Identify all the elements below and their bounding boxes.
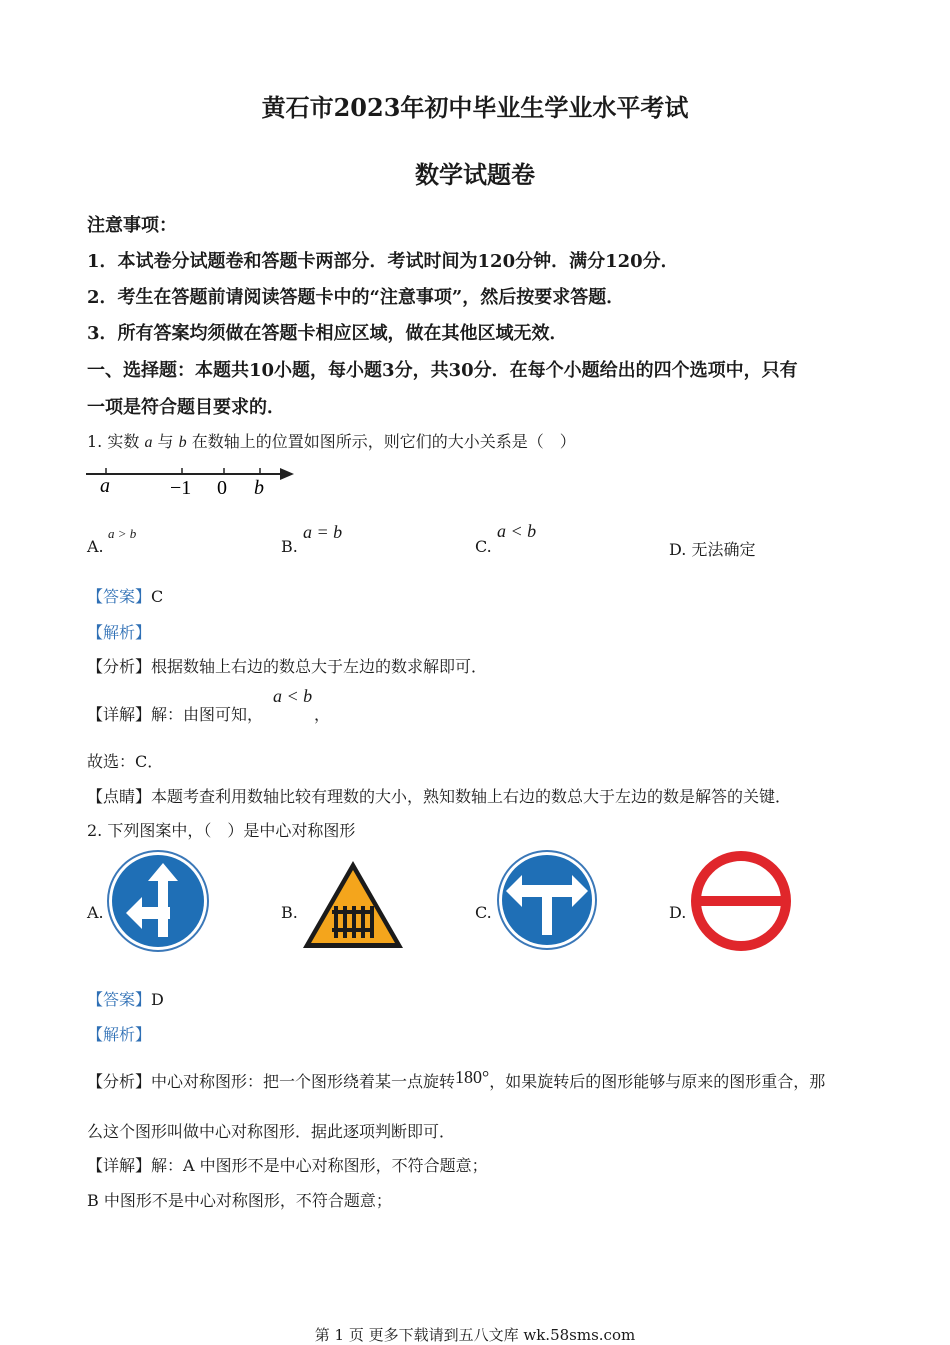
q1-option-c-math: a < b [497, 521, 537, 541]
q2-option-d-label: D. [669, 903, 687, 922]
q1-option-b-label: B. [281, 537, 298, 556]
q1-dianjing: 【点睛】本题考查利用数轴比较有理数的大小，熟知数轴上右边的数总大于左边的数是解答的关键． [87, 787, 792, 806]
q2-xiangjie: 【详解】解：A 中图形不是中心对称图形，不符合题意； [87, 1156, 488, 1175]
number-line-label-0: 0 [217, 477, 227, 499]
q2-option-b-label: B. [281, 903, 298, 922]
q1-option-a-label: A. [87, 537, 104, 556]
notice-item-1: 1．本试卷分试题卷和答题卡两部分．考试时间为120分钟．满分120分． [87, 251, 679, 272]
q2-answer: 【答案】D [87, 990, 164, 1009]
question-1-stem: 1. 实数 a 与 b 在数轴上的位置如图所示，则它们的大小关系是（ ） [87, 432, 576, 451]
sign-a-turn-left-straight-icon [106, 849, 210, 953]
q1-xiangjie-end: ， [314, 705, 331, 724]
page-title: 黄石市2023年初中毕业生学业水平考试 [261, 93, 689, 122]
q1-xiangjie: 【详解】解：由图可知， [87, 705, 264, 724]
q1-option-c-label: C. [475, 537, 492, 556]
number-line-label-a: a [100, 475, 110, 497]
notice-item-3: 3．所有答案均须做在答题卡相应区域，做在其他区域无效． [87, 323, 568, 344]
number-line-figure [84, 460, 304, 505]
q1-option-a-math: a > b [108, 526, 137, 541]
number-line-label-b: b [254, 477, 264, 499]
q1-fenxi: 【分析】根据数轴上右边的数总大于左边的数求解即可． [87, 657, 488, 676]
section-heading-line2: 一项是符合题目要求的． [87, 397, 285, 418]
section-heading-line1: 一、选择题：本题共10小题，每小题3分，共30分．在每个小题给出的四个选项中，只有 [87, 360, 798, 381]
page-footer: 第 1 页 更多下载请到五八文库 wk.58sms.com [314, 1326, 636, 1344]
q2-line-b: B 中图形不是中心对称图形，不符合题意； [87, 1191, 392, 1210]
sign-c-turn-left-right-icon [496, 849, 598, 951]
sign-d-no-entry-icon [689, 849, 793, 953]
q2-fenxi-line2: 么这个图形叫做中心对称图形．据此逐项判断即可． [87, 1122, 456, 1141]
sign-b-railway-crossing-warning-icon [300, 858, 406, 952]
number-line-arrow [280, 468, 294, 480]
q1-guxuan: 故选：C． [87, 752, 164, 771]
q2-option-c-label: C. [475, 903, 492, 922]
q1-xiangjie-math: a < b [273, 686, 313, 706]
q2-option-a-label: A. [87, 903, 104, 922]
q1-option-b-math: a = b [303, 522, 343, 542]
q2-jiexi: 【解析】 [87, 1025, 152, 1044]
question-2-stem: 2. 下列图案中，（ ）是中心对称图形 [87, 821, 356, 840]
notice-heading: 注意事项： [87, 215, 177, 236]
q1-jiexi: 【解析】 [87, 623, 152, 642]
q1-option-d: D. 无法确定 [669, 540, 756, 559]
number-line-label-minus1: −1 [170, 477, 192, 499]
q1-answer: 【答案】C [87, 587, 164, 606]
notice-item-2: 2．考生在答题前请阅读答题卡中的“注意事项”，然后按要求答题． [87, 287, 625, 308]
page-subtitle: 数学试题卷 [415, 160, 535, 189]
q2-fenxi-line1: 【分析】中心对称图形：把一个图形绕着某一点旋转180°，如果旋转后的图形能够与原来的图形重合，那 [87, 1067, 826, 1091]
